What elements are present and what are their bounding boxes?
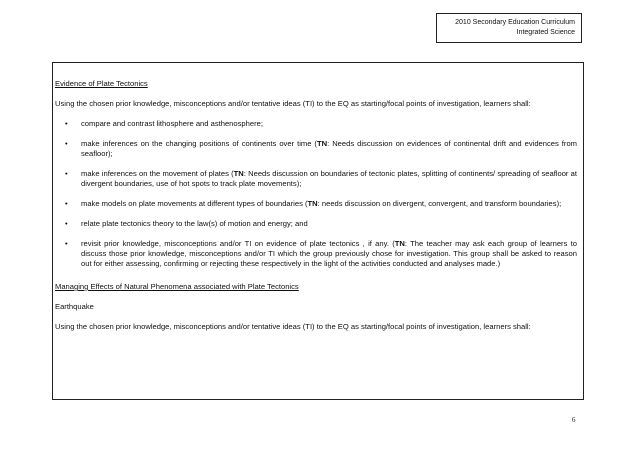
bullet-icon: •	[65, 219, 68, 228]
teacher-note-label: TN	[233, 169, 244, 178]
subsection-title-earthquake: Earthquake	[55, 302, 94, 311]
bullet-icon: •	[65, 139, 68, 148]
teacher-note-label: TN	[316, 139, 328, 148]
curriculum-header-box	[436, 13, 582, 43]
list-item: • make inferences on the changing positions of continents over time (TN: Needs discussion on evidences of continental drift and evidences from seafloor);	[65, 139, 577, 158]
header-subject-line: Integrated Science	[516, 29, 575, 36]
bullet-icon: •	[65, 199, 68, 208]
list-item: • relate plate tectonics theory to the law(s) of motion and energy; and	[65, 219, 308, 228]
learning-objectives-list	[55, 119, 581, 269]
section-intro: Using the chosen prior knowledge, misconceptions and/or tentative ideas (TI) to the EQ as starting/focal points of investigation, learners shall:	[55, 99, 531, 108]
teacher-note-label: TN	[394, 239, 405, 248]
header-curriculum-line: 2010 Secondary Education Curriculum	[455, 19, 575, 26]
bullet-icon: •	[65, 119, 68, 128]
page-number: 6	[572, 416, 576, 424]
teacher-note-label: TN	[307, 199, 318, 208]
section-title-plate-tectonics: Evidence of Plate Tectonics	[55, 79, 148, 88]
bullet-icon: •	[65, 169, 68, 178]
list-item: • revisit prior knowledge, misconceptions and/or TI on evidence of plate tectonics , if any. (TN: The teacher may ask each group of learners to discuss those prior knowledge, misconceptions and/or TI which the group previously chose for investigation. This group shall be asked to reason out for either assessing, confirming or rejecting these respectively in the light of the activities conducted and analyses made.)	[65, 239, 578, 268]
section-intro: Using the chosen prior knowledge, misconceptions and/or tentative ideas (TI) to the EQ as starting/focal points of investigation, learners shall:	[55, 322, 531, 331]
page-content	[55, 79, 581, 332]
list-item: • make inferences on the movement of plates (TN: Needs discussion on boundaries of tectonic plates, splitting of continents/ spreading of seafloor at divergent boundaries, use of hot spots to track plate movements);	[65, 169, 578, 188]
section-title-natural-phenomena: Managing Effects of Natural Phenomena associated with Plate Tectonics	[55, 282, 299, 291]
bullet-icon: •	[65, 239, 68, 248]
list-item: • make models on plate movements at different types of boundaries (TN: needs discussion on divergent, convergent, and transform boundaries);	[65, 199, 562, 208]
list-item: • compare and contrast lithosphere and asthenosphere;	[65, 119, 263, 128]
